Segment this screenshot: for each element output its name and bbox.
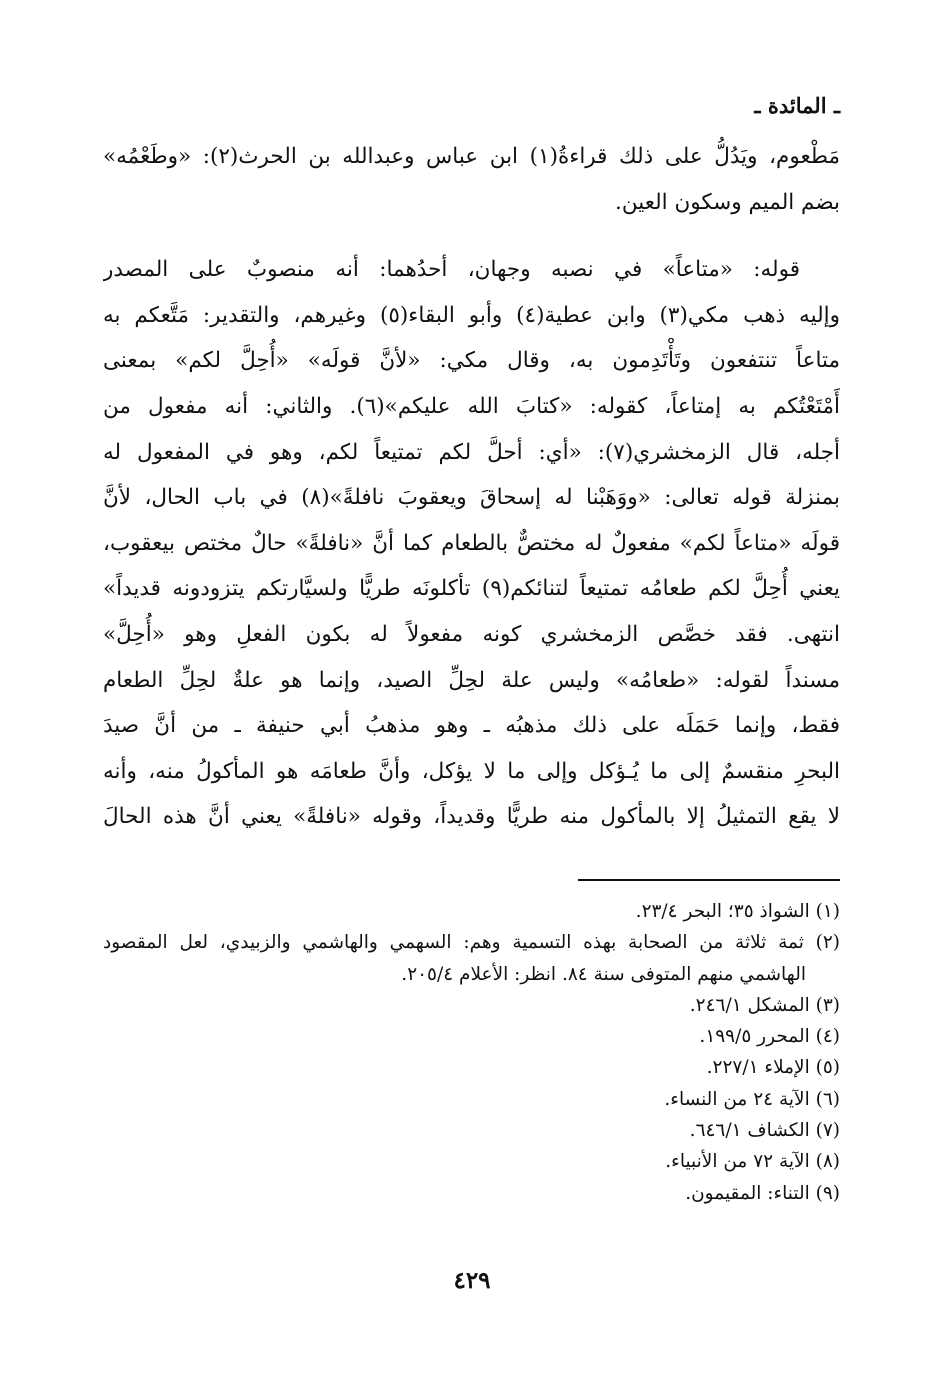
main-text <box>103 134 840 840</box>
footnote: (٥) الإملاء ٢٢٧/١. <box>706 1057 840 1079</box>
text-line: مَطْعوم، ويَدُلُّ على ذلك قراءةُ(١) ابن عباس وعبدالله بن الحرث(٢): «وطَعْمُه» <box>103 144 840 169</box>
footnote: (٨) الآية ٧٢ من الأنبياء. <box>665 1151 840 1173</box>
text-line: أَمْتَعْتُكم به إمتاعاً، كقوله: «كتابَ الله عليكم»(٦). والثاني: أنه مفعول من <box>103 393 840 419</box>
footnote-continuation: الهاشمي منهم المتوفى سنة ٨٤. انظر: الأعلام ٢٠٥/٤. <box>401 963 806 985</box>
footnote: (٧) الكشاف ٦٤٦/١. <box>689 1120 840 1142</box>
paragraph-gap <box>103 225 840 247</box>
text-line: قوله: «متاعاً» في نصبه وجهان، أحدُهما: أنه منصوبٌ على المصدر <box>103 257 800 283</box>
footnote: (٢) ثمة ثلاثة من الصحابة بهذه التسمية وهم: السهمي والهاشمي والزبيدي، لعل المقصود <box>103 932 840 954</box>
footnote-separator <box>578 879 840 881</box>
text-line: يعني أُحِلَّ لكم طعامُه تمتيعاً لتنائكم(٩) تأكلونَه طريًّا ولسيَّارتكم يتزودونه قديداً» <box>103 576 840 602</box>
footnote: (٣) المشكل ٢٤٦/١. <box>689 994 840 1016</box>
footnote: (٦) الآية ٢٤ من النساء. <box>664 1088 840 1110</box>
text-line: وإليه ذهب مكي(٣) وابن عطية(٤) وأبو البقاء(٥) وغيرهم، والتقدير: مَتَّعكم به <box>103 302 840 328</box>
footnotes <box>103 896 840 1209</box>
text-line: مسنداً لقوله: «طعامُه» وليس علة لحِلِّ الصيد، وإنما هو علةٌ لحِلِّ الطعام <box>103 667 840 693</box>
footnote: (٩) التناء: المقيمون. <box>685 1182 840 1204</box>
text-line: بضم الميم وسكون العين. <box>615 189 840 215</box>
text-line: أجله، قال الزمخشري(٧): «أي: أحلَّ لكم تمتيعاً لكم، وهو في المفعول له <box>103 439 840 465</box>
text-line: متاعاً تنتفعون وتَأْتَدِمون به، وقال مكي: «لأنَّ قولَه» «أُحِلَّ لكم» بمعنى <box>103 348 840 374</box>
text-line: فقط، وإنما حَمَلَه على ذلك مذهبُه ـ وهو مذهبُ أبي حنيفة ـ من أنَّ صيدَ <box>103 713 840 739</box>
text-line: قولَه «متاعاً لكم» مفعولٌ له مختصٌّ بالطعام كما أنَّ «نافلةً» حالٌ مختص بيعقوب، <box>103 530 840 556</box>
text-line: البحرِ منقسمٌ إلى ما يُـؤكل وإلى ما لا يؤكل، وأنَّ طعامَه هو المأكولُ منه، وأنه <box>103 758 840 784</box>
text-line: لا يقع التمثيلُ إلا بالمأكول منه طريًّا وقديداً، وقوله «نافلةً» يعني أنَّ هذه الحالَ <box>103 804 840 830</box>
text-line: بمنزلة قوله تعالى: «ووَهَبْنا له إسحاقَ ويعقوبَ نافلةً»(٨) في باب الحال، لأنَّ <box>103 485 840 511</box>
footnote: (٤) المحرر ١٩٩/٥. <box>699 1026 840 1048</box>
running-header: ـ المائدة ـ <box>754 93 840 118</box>
footnote: (١) الشواذ ٣٥؛ البحر ٢٣/٤. <box>635 901 840 922</box>
page-number: ٤٢٩ <box>453 1267 491 1294</box>
text-line: انتهى. فقد خصَّص الزمخشري كونه مفعولاً له بكون الفعلِ وهو «أُحِلَّ» <box>103 621 840 647</box>
